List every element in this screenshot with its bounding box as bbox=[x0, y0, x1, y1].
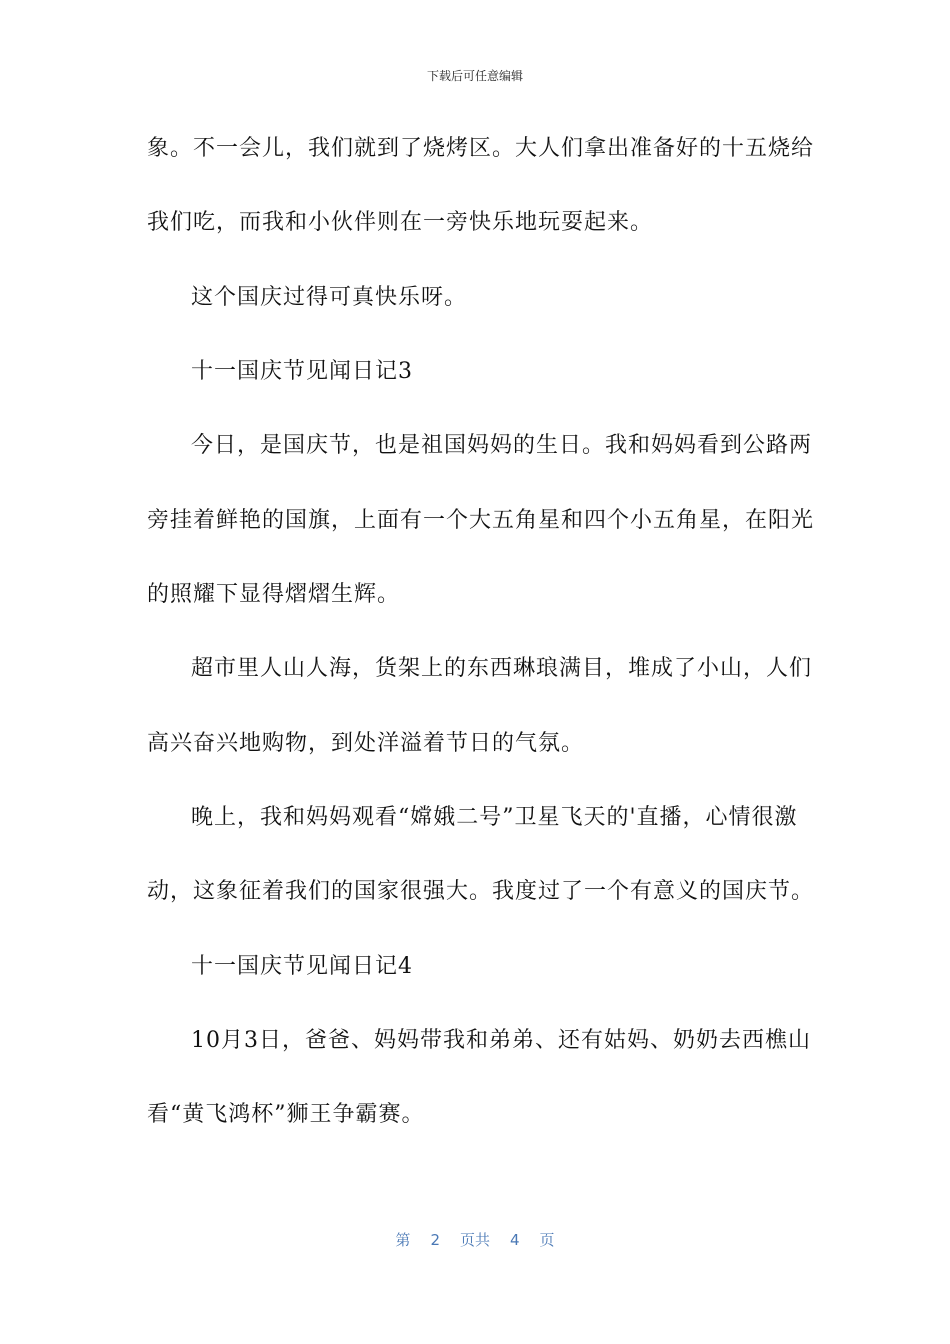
body-line: 看“黄飞鸿杯”狮王争霸赛。 bbox=[147, 1102, 425, 1127]
body-line: 10月3日，爸爸、妈妈带我和弟弟、还有姑妈、奶奶去西樵山 bbox=[191, 1028, 811, 1053]
body-line: 超市里人山人海，货架上的东西琳琅满目，堆成了小山，人们 bbox=[191, 656, 813, 681]
page-footer bbox=[0, 1229, 950, 1250]
footer-suffix: 页 bbox=[539, 1231, 555, 1249]
body-line: 象。不一会儿，我们就到了烧烤区。大人们拿出准备好的十五烧给 bbox=[147, 136, 815, 161]
body-line: 动，这象征着我们的国家很强大。我度过了一个有意义的国庆节。 bbox=[147, 879, 815, 904]
body-line: 今日，是国庆节，也是祖国妈妈的生日。我和妈妈看到公路两 bbox=[191, 433, 813, 458]
section-heading: 十一国庆节见闻日记3 bbox=[191, 359, 413, 384]
footer-middle: 页共 bbox=[459, 1231, 490, 1249]
body-line: 的照耀下显得熠熠生辉。 bbox=[147, 582, 401, 607]
footer-prefix: 第 bbox=[395, 1231, 411, 1249]
footer-current-page: 2 bbox=[430, 1231, 440, 1249]
footer-total-pages: 4 bbox=[510, 1231, 520, 1249]
body-line: 我们吃，而我和小伙伴则在一旁快乐地玩耍起来。 bbox=[147, 210, 654, 235]
section-heading: 十一国庆节见闻日记4 bbox=[191, 954, 413, 979]
header-note: 下载后可任意编辑 bbox=[426, 69, 523, 83]
body-line: 晚上，我和妈妈观看“嫦娥二号”卫星飞天的'直播，心情很激 bbox=[191, 805, 798, 830]
body-line: 旁挂着鲜艳的国旗，上面有一个大五角星和四个小五角星，在阳光 bbox=[147, 508, 815, 533]
body-line: 高兴奋兴地购物，到处洋溢着节日的气氛。 bbox=[147, 731, 585, 756]
body-line: 这个国庆过得可真快乐呀。 bbox=[191, 285, 468, 310]
